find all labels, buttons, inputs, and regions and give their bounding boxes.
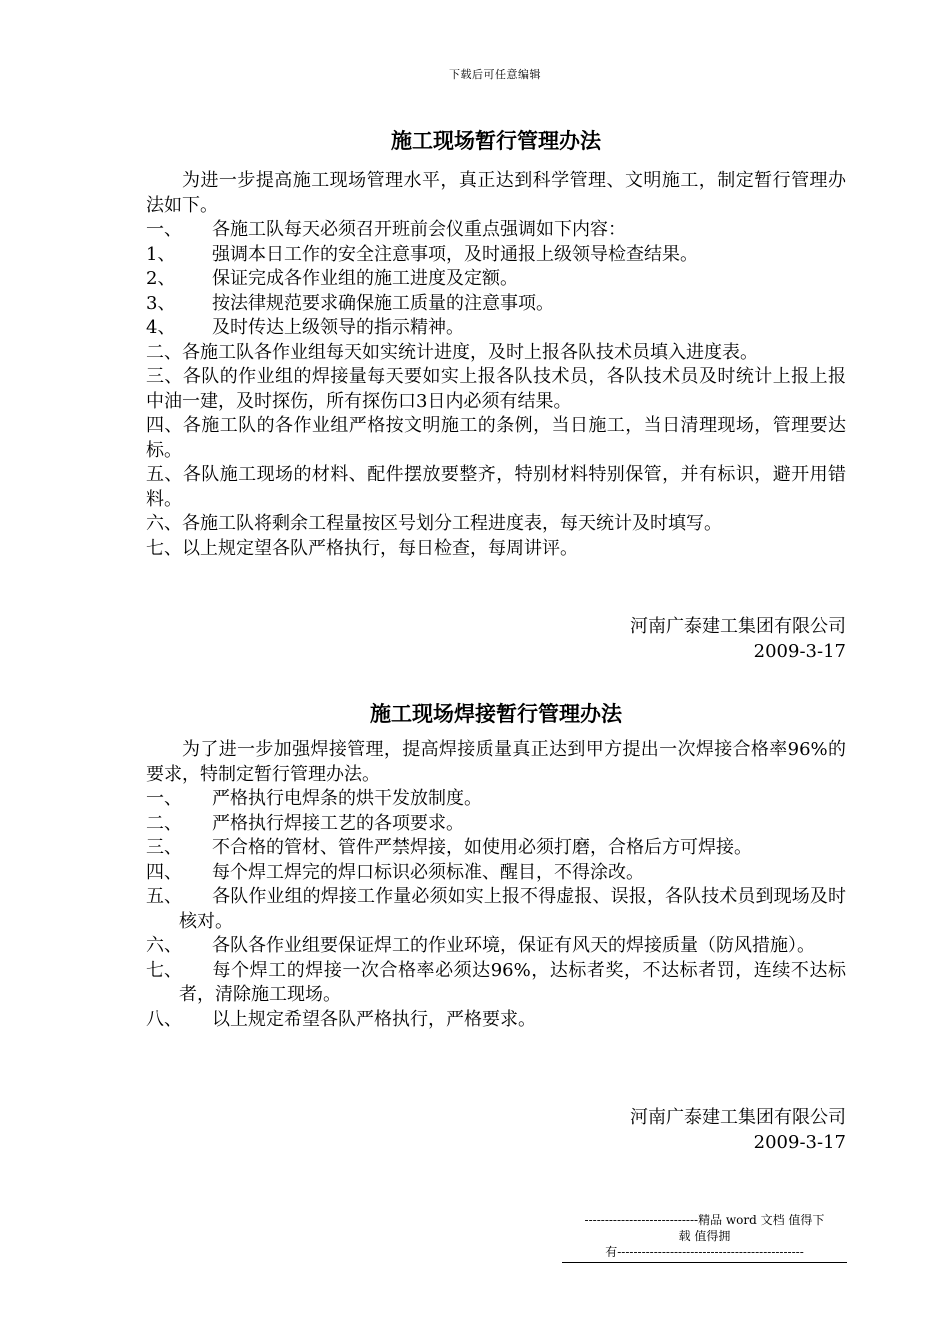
item-text: 按法律规范要求确保施工质量的注意事项。 [212,292,554,314]
signature-date: 2009-3-17 [753,640,846,662]
item-number: 一、 [146,788,182,809]
item-text: 各施工队每天必须召开班前会仪重点强调如下内容： [212,219,626,240]
sub-list-item [146,243,846,268]
item-number: 六、 [146,935,182,956]
item-number: 五、 [146,886,182,907]
list-item [146,861,846,886]
rule-paragraph: 七、以上规定望各队严格执行，每日检查，每周讲评。 [146,537,578,559]
list-item [146,959,846,1008]
item-text: 严格执行焊接工艺的各项要求。 [212,812,464,834]
list-item [146,787,846,812]
footer-divider [562,1262,847,1263]
item-text: 不合格的管材、管件严禁焊接，如使用必须打磨，合格后方可焊接。 [212,837,752,858]
company-signature: 河南广泰建工集团有限公司 [630,616,846,637]
intro-paragraph: 为了进一步加强焊接管理，提高焊接质量真正达到甲方提出一次焊接合格率96%的要求，特制定暂行管理办法。 [146,739,846,785]
list-item [146,1008,846,1033]
item-text: 以上规定希望各队严格执行，严格要求。 [212,1008,536,1030]
item-number: 3、 [146,292,176,314]
rule-paragraph: 五、各队施工现场的材料、配件摆放要整齐，特别材料特别保管，并有标识，避开用错料。 [146,464,846,510]
rule-paragraph: 六、各施工队将剩余工程量按区号划分工程进度表，每天统计及时填写。 [146,513,722,534]
footer-note [562,1212,847,1260]
item-text: 严格执行电焊条的烘干发放制度。 [212,788,482,809]
rule-paragraph: 二、各施工队各作业组每天如实统计进度，及时上报各队技术员填入进度表。 [146,341,758,363]
footer-line: ----------------------------精品 word 文档 值得下 [584,1213,825,1227]
intro-paragraph: 为进一步提高施工现场管理水平，真正达到科学管理、文明施工，制定暂行管理办法如下。 [146,170,846,216]
item-number: 四、 [146,861,182,883]
item-number: 八、 [146,1008,182,1030]
item-text: 各队作业组的焊接工作量必须如实上报不得虚报、误报，各队技术员到现场及时核对。 [179,886,846,932]
list-item [146,885,846,934]
sub-list-item [146,267,846,292]
item-number: 4、 [146,317,176,338]
document-title: 施工现场暂行管理办法 [391,128,601,153]
item-text: 各队各作业组要保证焊工的作业环境，保证有风天的焊接质量（防风措施）。 [212,935,815,956]
list-item [146,934,846,959]
item-number: 七、 [146,959,182,981]
sub-list-item [146,316,846,341]
list-item [146,812,846,837]
item-text: 保证完成各作业组的施工进度及定额。 [212,268,518,289]
company-signature: 河南广泰建工集团有限公司 [630,1107,846,1128]
item-number: 1、 [146,243,176,265]
page-header-note: 下载后可任意编辑 [449,68,541,81]
item-text: 每个焊工焊完的焊口标识必须标准、醒目，不得涂改。 [212,861,644,883]
document-section-2 [146,700,846,1155]
rule-paragraph: 四、各施工队的各作业组严格按文明施工的条例，当日施工，当日清理现场，管理要达标。 [146,415,846,461]
list-item [146,836,846,861]
list-item [146,218,846,243]
item-text: 强调本日工作的安全注意事项，及时通报上级领导检查结果。 [212,243,698,265]
item-number: 2、 [146,268,176,289]
item-number: 三、 [146,837,182,858]
signature-date: 2009-3-17 [753,1131,846,1153]
footer-line: 载 值得拥 [678,1229,731,1243]
footer-line: 有---------------------------------------------- [605,1245,804,1259]
document-title: 施工现场焊接暂行管理办法 [370,701,622,726]
document-section-1 [146,127,846,664]
rule-paragraph: 三、各队的作业组的焊接量每天要如实上报各队技术员，各队技术员及时统计上报上报中油一建，及时探伤，所有探伤口3日内必须有结果。 [146,366,846,412]
sub-list-item [146,292,846,317]
item-text: 及时传达上级领导的指示精神。 [212,317,464,338]
item-number: 一、 [146,219,182,240]
item-number: 二、 [146,812,182,834]
item-text: 每个焊工的焊接一次合格率必须达96%，达标者奖，不达标者罚，连续不达标者，清除施工现场。 [179,959,846,1005]
